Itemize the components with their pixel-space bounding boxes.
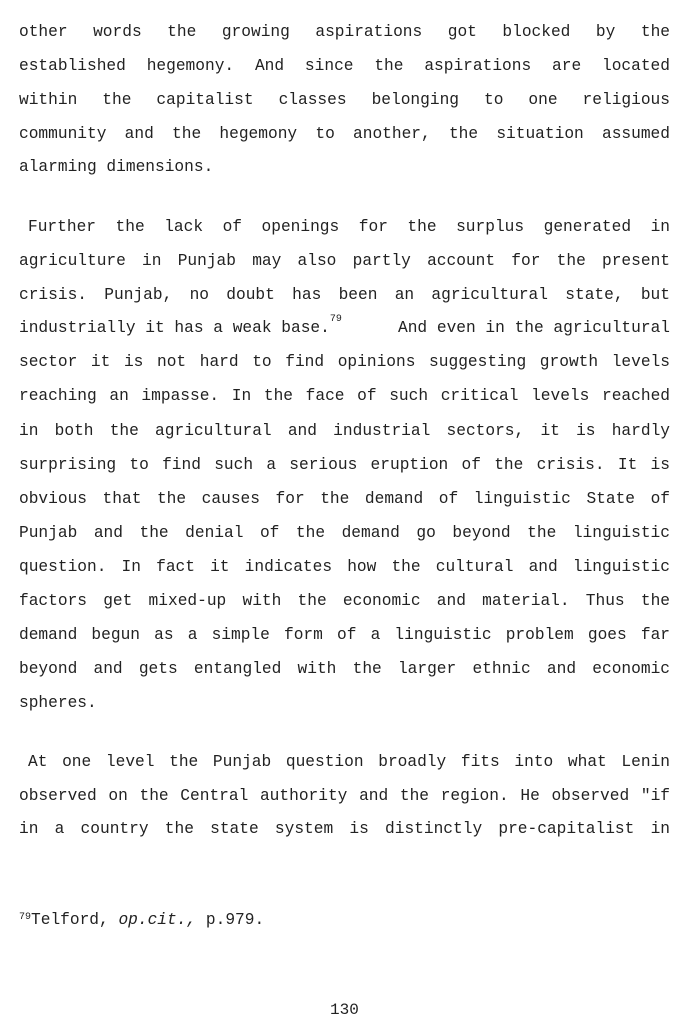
- footnote-page: p.979.: [205, 911, 265, 929]
- text-line: question. In fact it indicates how the cultural and linguistic: [19, 558, 670, 576]
- text-line-with-footnote: [19, 314, 670, 338]
- text-segment: And even in the agricultural: [398, 319, 670, 337]
- footnote: [19, 910, 264, 930]
- text-line: beyond and gets entangled with the larger ethnic and economic: [19, 660, 670, 678]
- text-line: demand begun as a simple form of a linguistic problem goes far: [19, 626, 670, 644]
- text-line: spheres.: [19, 694, 97, 712]
- text-line: Further the lack of openings for the surplus generated in: [28, 218, 670, 236]
- text-line: crisis. Punjab, no doubt has been an agricultural state, but: [19, 286, 670, 304]
- text-line: established hegemony. And since the aspirations are located: [19, 57, 670, 75]
- text-line: sector it is not hard to find opinions suggesting growth levels: [19, 353, 670, 371]
- text-line: in both the agricultural and industrial sectors, it is hardly: [19, 422, 670, 440]
- text-line: At one level the Punjab question broadly fits into what Lenin: [28, 753, 670, 771]
- text-line: community and the hegemony to another, the situation assumed: [19, 125, 670, 143]
- footnote-number: 79: [19, 912, 32, 923]
- text-line: other words the growing aspirations got blocked by the: [19, 23, 670, 41]
- text-line: observed on the Central authority and the region. He observed "if: [19, 787, 670, 805]
- page-number: 130: [330, 1001, 359, 1019]
- footnote-reference[interactable]: 79: [329, 314, 342, 325]
- text-line: Punjab and the denial of the demand go beyond the linguistic: [19, 524, 670, 542]
- text-line: alarming dimensions.: [19, 158, 214, 176]
- text-line: obvious that the causes for the demand of linguistic State of: [19, 490, 670, 508]
- text-segment: industrially it has a weak base.: [19, 319, 330, 337]
- text-line: factors get mixed-up with the economic and material. Thus the: [19, 592, 670, 610]
- text-line: agriculture in Punjab may also partly account for the present: [19, 252, 670, 270]
- text-line: reaching an impasse. In the face of such critical levels reached: [19, 387, 670, 405]
- text-line: surprising to find such a serious eruption of the crisis. It is: [19, 456, 670, 474]
- text-line: within the capitalist classes belonging to one religious: [19, 91, 670, 109]
- footnote-author: Telford,: [31, 911, 109, 929]
- text-line: in a country the state system is distinctly pre-capitalist in: [19, 820, 670, 838]
- footnote-citation: op.cit.,: [118, 911, 197, 929]
